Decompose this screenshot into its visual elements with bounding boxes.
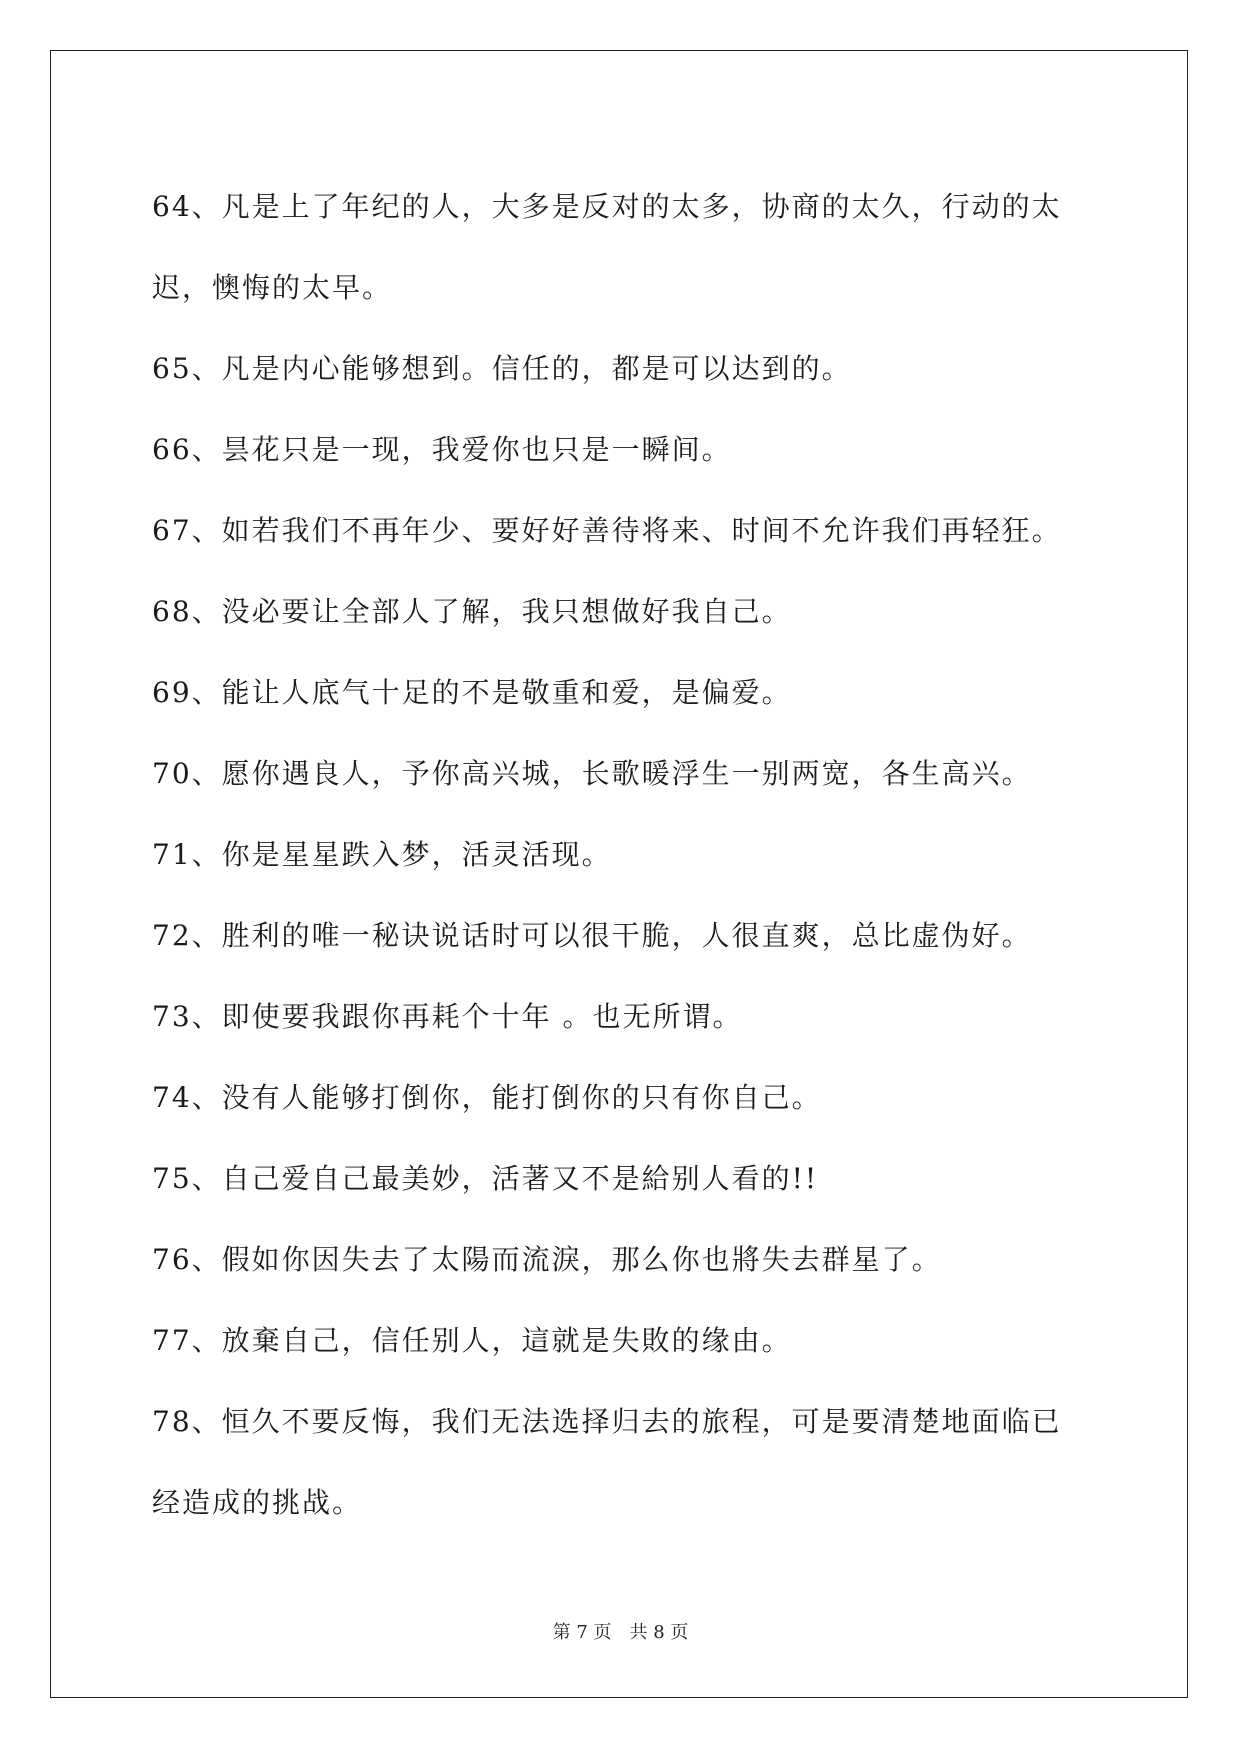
item-line: 73、即使要我跟你再耗个十年 。也无所谓。 [152, 1000, 743, 1033]
item-line: 74、没有人能够打倒你，能打倒你的只有你自己。 [152, 1081, 822, 1114]
list-item [152, 328, 1092, 409]
list-item [152, 490, 1092, 571]
item-line: 70、愿你遇良人，予你高兴城，长歌暖浮生一别两宽，各生高兴。 [152, 757, 1032, 790]
list-item [152, 1300, 1092, 1381]
list-item [152, 733, 1092, 814]
document-body [152, 166, 1092, 1543]
item-line: 72、胜利的唯一秘诀说话时可以很干脆，人很直爽，总比虚伪好。 [152, 919, 1032, 952]
list-item [152, 166, 1092, 328]
list-item [152, 1138, 1092, 1219]
item-line: 64、凡是上了年纪的人，大多是反对的太多，协商的太久，行动的太 [152, 190, 1062, 223]
item-line: 迟，懊悔的太早。 [152, 271, 393, 304]
list-item [152, 1219, 1092, 1300]
list-item [152, 976, 1092, 1057]
item-line: 78、恒久不要反悔，我们无法选择归去的旅程，可是要清楚地面临已 [152, 1405, 1062, 1438]
page-number-footer: 第 7 页 共 8 页 [552, 1622, 689, 1643]
item-line: 66、昙花只是一现，我爱你也只是一瞬间。 [152, 433, 732, 466]
item-line: 71、你是星星跌入梦，活灵活现。 [152, 838, 612, 871]
item-line: 76、假如你因失去了太陽而流淚，那么你也將失去群星了。 [152, 1243, 942, 1276]
list-item [152, 571, 1092, 652]
item-line: 75、自己爱自己最美妙，活著又不是給别人看的!! [152, 1162, 819, 1195]
item-line: 77、放棄自己，信任别人，這就是失敗的缘由。 [152, 1324, 792, 1357]
item-line: 经造成的挑战。 [152, 1486, 363, 1519]
list-item [152, 652, 1092, 733]
list-item [152, 409, 1092, 490]
item-line: 65、凡是内心能够想到。信任的，都是可以达到的。 [152, 352, 852, 385]
list-item [152, 1381, 1092, 1543]
item-line: 69、能让人底气十足的不是敬重和爱，是偏爱。 [152, 676, 792, 709]
list-item [152, 895, 1092, 976]
item-line: 68、没必要让全部人了解，我只想做好我自己。 [152, 595, 792, 628]
list-item [152, 1057, 1092, 1138]
list-item [152, 814, 1092, 895]
item-line: 67、如若我们不再年少、要好好善待将来、时间不允许我们再轻狂。 [152, 514, 1062, 547]
